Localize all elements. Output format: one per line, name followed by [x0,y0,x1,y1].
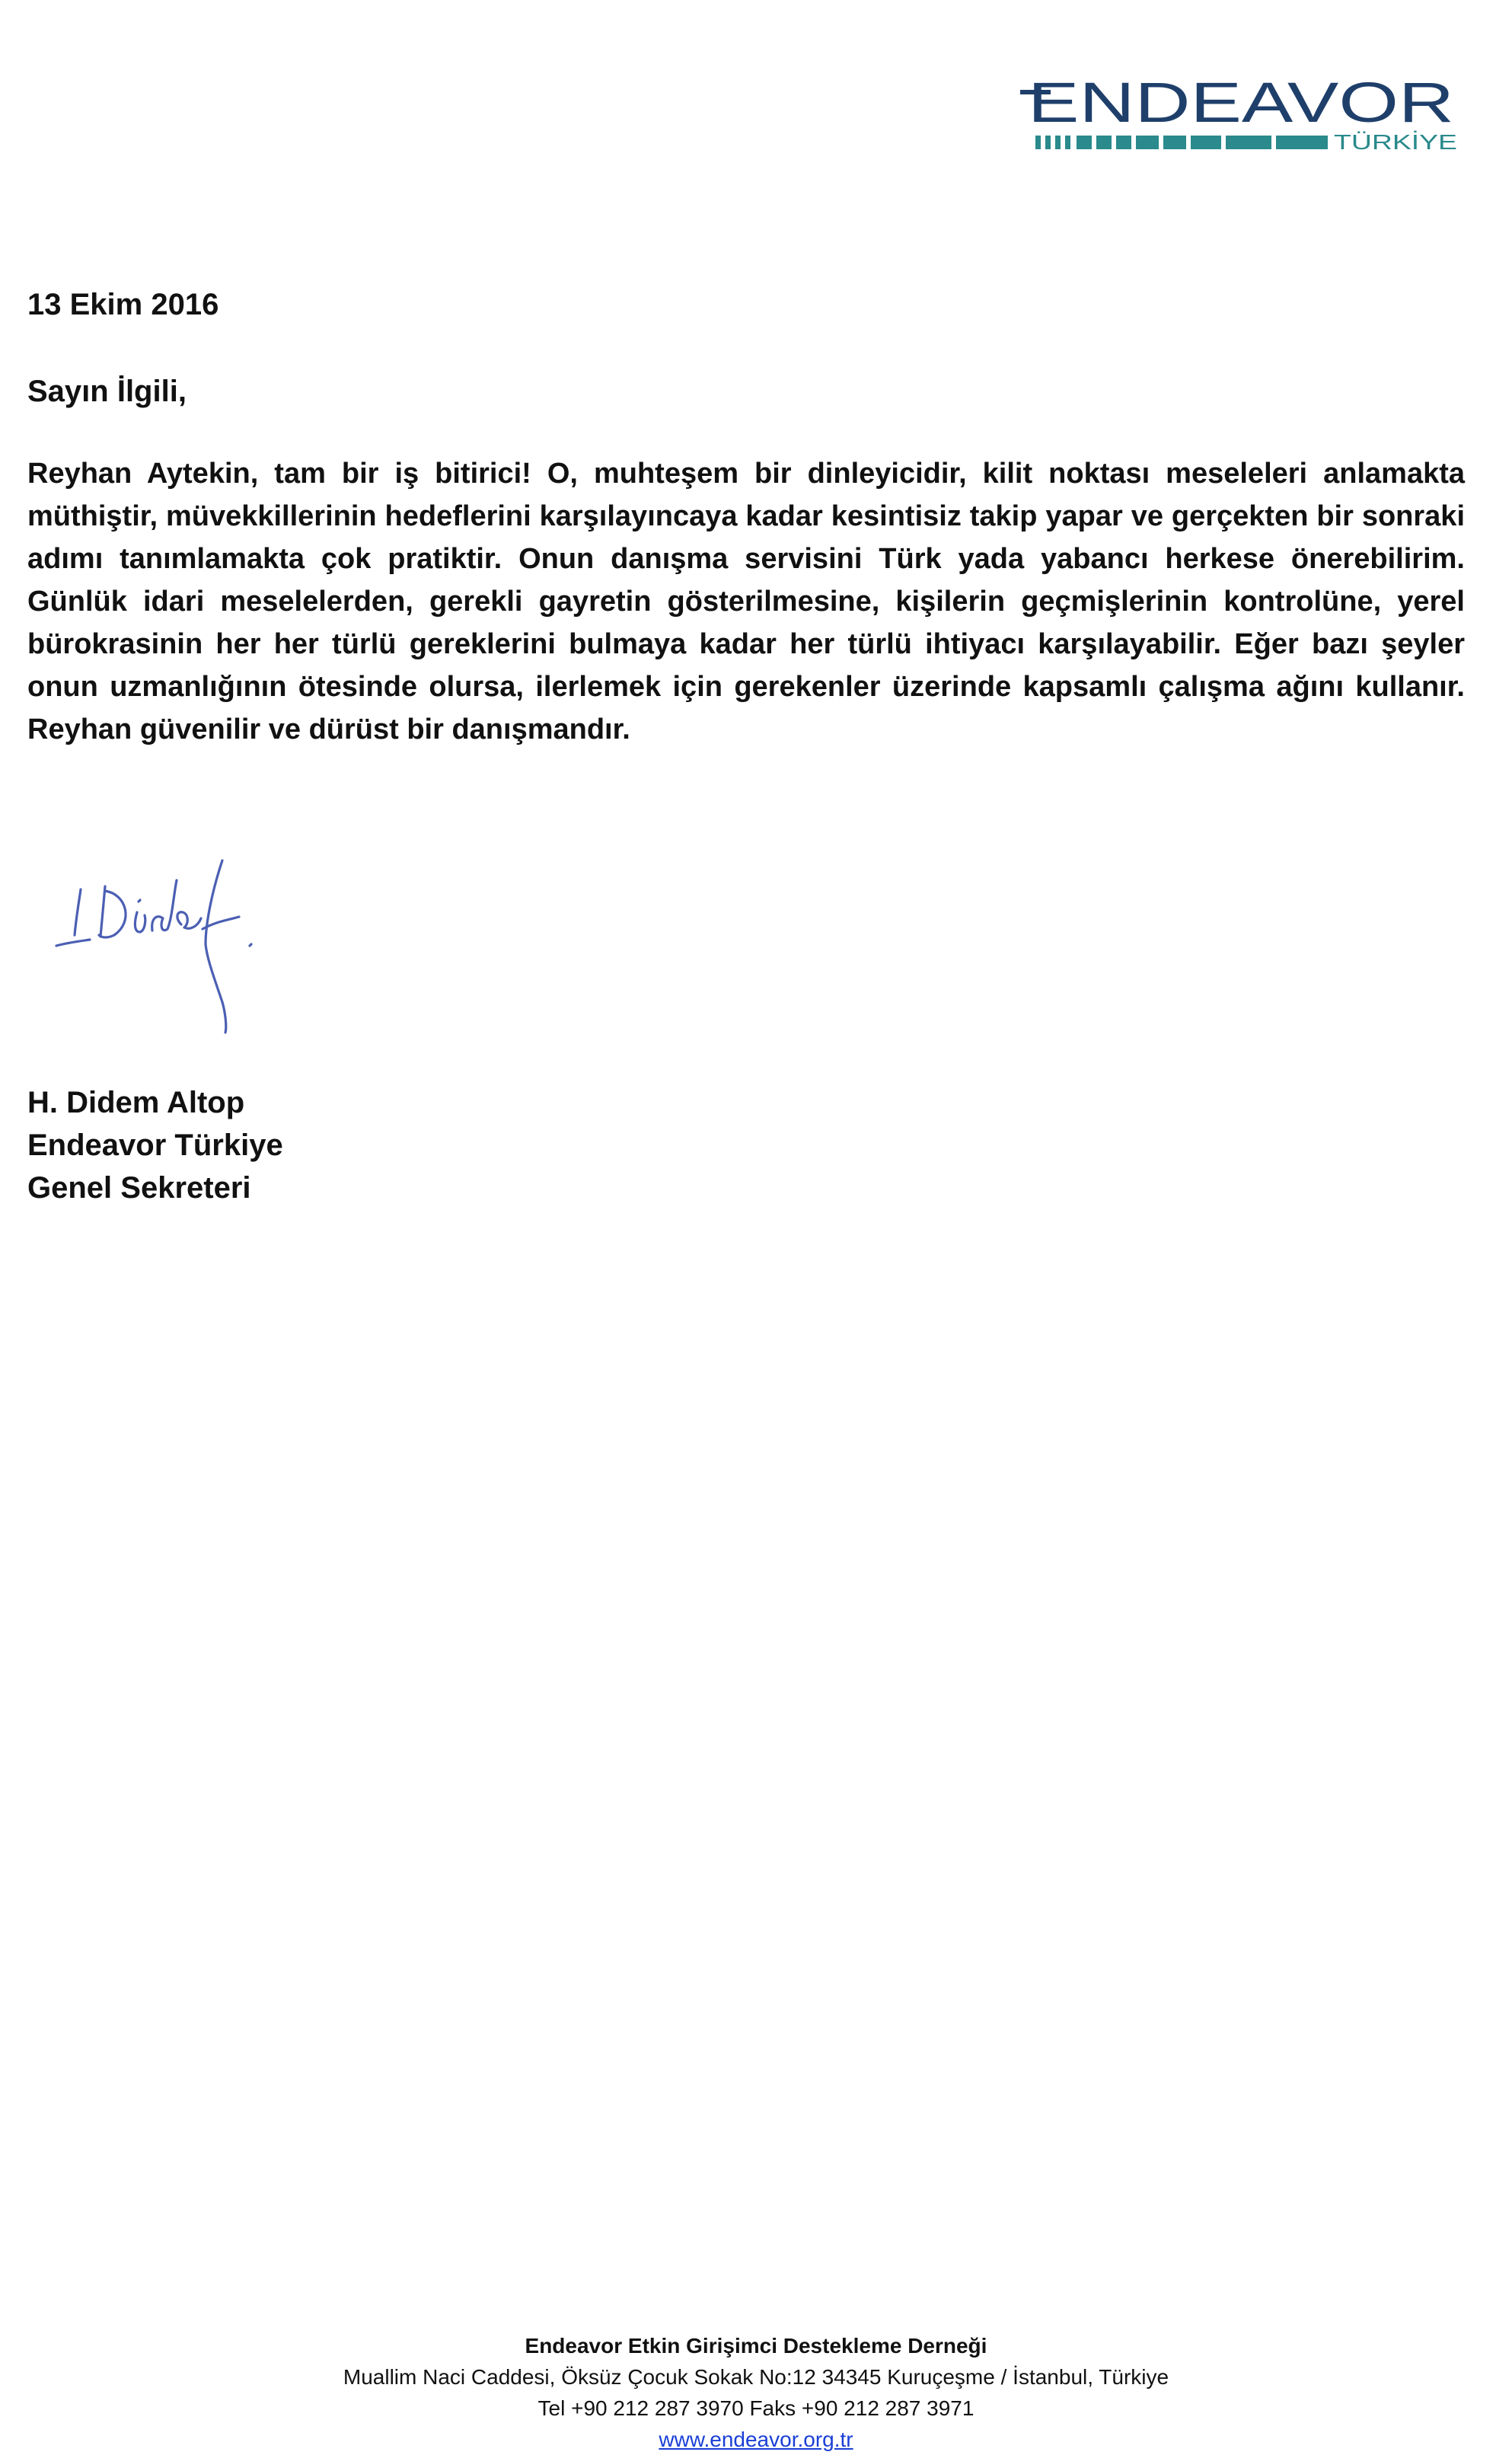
logo-subtitle: TÜRKİYE [1334,130,1457,154]
endeavor-turkiye-logo [1020,73,1462,164]
footer-phone-fax: Tel +90 212 287 3970 Faks +90 212 287 3971 [537,2396,975,2420]
salutation: Sayın İlgili, [27,375,187,408]
footer-organization: Endeavor Etkin Girişimci Destekleme Derneği [525,2334,987,2358]
logo-wordmark: ENDEAVOR [1028,73,1454,134]
signer-name: H. Didem Altop [27,1086,245,1119]
letter-date: 13 Ekim 2016 [27,288,219,321]
logo-graphic [1020,73,1462,164]
letter-body: Reyhan Aytekin, tam bir iş bitirici! O, muhteşem bir dinleyicidir, kilit noktası meseleleri anlamakta müthiştir, müvekkillerinin hedeflerini karşılayıncaya kadar kesintisiz takip yapar ve gerçekten bir sonraki adımı tanımlamakta çok pratiktir. Onun danışma servisini Türk yada yabancı herkese önerebilirim. Günlük idari meselelerden, gerekli gayretin gösterilmesine, kişilerin geçmişlerinin kontrolüne, yerel bürokrasinin her her türlü gereklerini bulmaya kadar her türlü ihtiyacı karşılayabilir. Eğer bazı şeyler onun uzmanlığının ötesinde olursa, ilerlemek için gerekenler üzerinde kapsamlı çalışma ağını kullanır. Reyhan güvenilir ve dürüst bir danışmandır. [27,458,1465,745]
signature-block [27,1081,283,1209]
letterhead-footer [0,2330,1512,2455]
signer-title: Genel Sekreteri [27,1171,251,1205]
handwritten-signature [53,845,312,1036]
footer-address: Muallim Naci Caddesi, Öksüz Çocuk Sokak No:12 34345 Kuruçeşme / İstanbul, Türkiye [343,2365,1169,2389]
footer-website-link[interactable]: www.endeavor.org.tr [659,2428,853,2451]
logo-stripes [1035,136,1328,149]
signer-organization: Endeavor Türkiye [27,1129,283,1162]
